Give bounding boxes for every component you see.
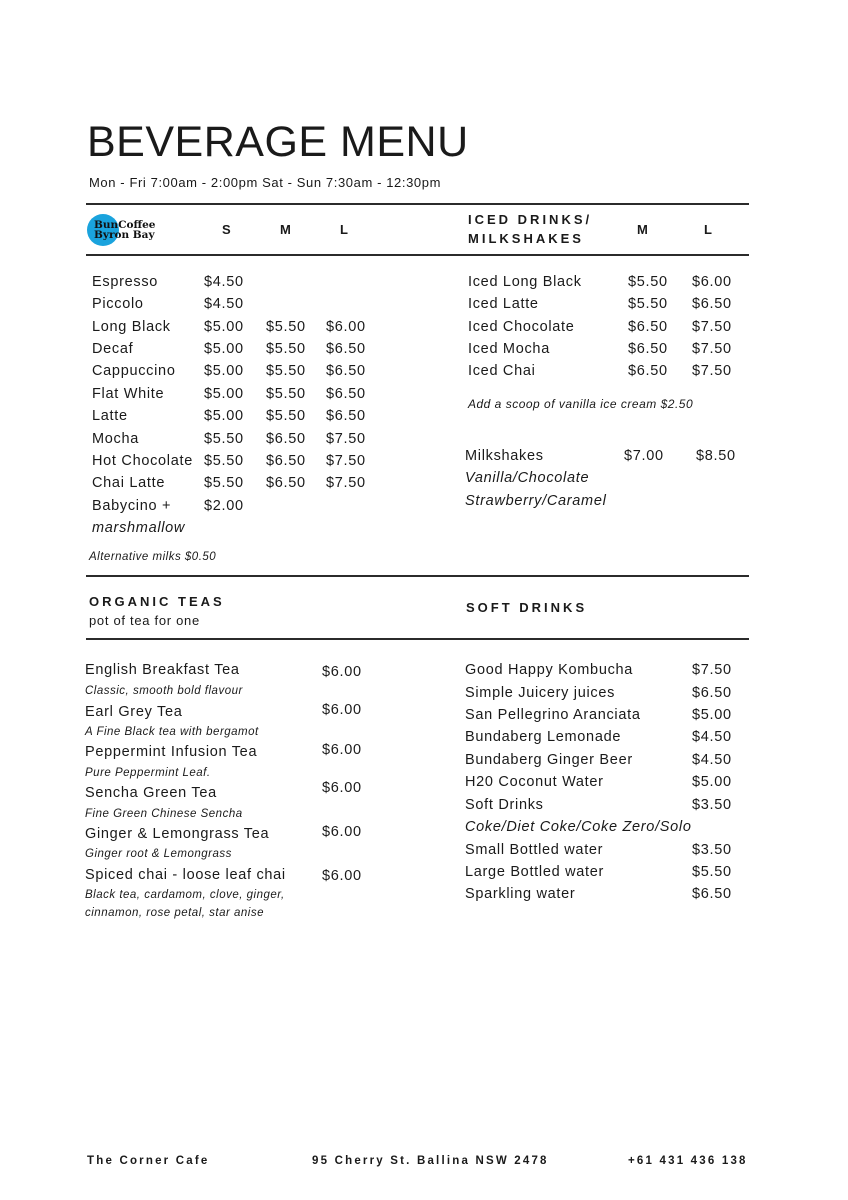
coffee-price-l: $7.50 (326, 453, 366, 469)
soft-drink-price: $5.00 (692, 707, 732, 723)
coffee-price-m: $6.50 (266, 453, 306, 469)
tea-price: $6.00 (322, 824, 362, 840)
coffee-name: Babycino + (92, 498, 172, 514)
col-head-s: S (222, 222, 232, 237)
coffee-name: Espresso (92, 274, 159, 290)
coffee-price-m: $5.50 (266, 386, 306, 402)
tea-desc: Ginger root & Lemongrass (85, 848, 232, 860)
iced-col-head-m: M (637, 222, 649, 237)
coffee-name: Cappuccino (92, 363, 176, 379)
tea-name: English Breakfast Tea (85, 662, 240, 678)
iced-name: Iced Latte (468, 296, 539, 312)
col-head-l: L (340, 222, 349, 237)
soft-drinks-note: Coke/Diet Coke/Coke Zero/Solo (465, 819, 692, 835)
coffee-price-m: $6.50 (266, 475, 306, 491)
tea-price: $6.00 (322, 742, 362, 758)
water-name: Large Bottled water (465, 864, 605, 880)
soft-drink-price: $6.50 (692, 685, 732, 701)
coffee-price-m: $5.50 (266, 408, 306, 424)
coffee-price-m: $5.50 (266, 363, 306, 379)
babycino-extra: marshmallow (92, 520, 186, 536)
soft-drink-price: $3.50 (692, 797, 732, 813)
coffee-price-l: $6.00 (326, 319, 366, 335)
coffee-name: Chai Latte (92, 475, 166, 491)
footer-cafe-name: The Corner Cafe (87, 1155, 210, 1167)
iced-price-m: $5.50 (628, 274, 668, 290)
ice-cream-note: Add a scoop of vanilla ice cream $2.50 (468, 397, 694, 411)
soft-drink-name: Simple Juicery juices (465, 685, 616, 701)
milkshake-flavours-2: Strawberry/Caramel (465, 493, 607, 509)
coffee-price-l: $7.50 (326, 475, 366, 491)
soft-drink-name: Soft Drinks (465, 797, 544, 813)
logo (94, 220, 155, 240)
milkshake-price-l: $8.50 (696, 448, 736, 464)
coffee-price-l: $6.50 (326, 386, 366, 402)
divider (86, 203, 749, 205)
coffee-price-s: $5.50 (204, 453, 244, 469)
tea-name: Ginger & Lemongrass Tea (85, 826, 270, 842)
iced-col-head-l: L (704, 222, 713, 237)
iced-price-l: $7.50 (692, 341, 732, 357)
coffee-name: Flat White (92, 386, 165, 402)
milkshake-price-m: $7.00 (624, 448, 664, 464)
iced-price-l: $6.00 (692, 274, 732, 290)
iced-heading-line-2: MILKSHAKES (468, 231, 584, 246)
tea-price: $6.00 (322, 664, 362, 680)
iced-price-m: $6.50 (628, 363, 668, 379)
tea-name: Sencha Green Tea (85, 785, 217, 801)
coffee-name: Hot Chocolate (92, 453, 193, 469)
page-title: BEVERAGE MENU (87, 118, 469, 166)
iced-price-l: $7.50 (692, 363, 732, 379)
coffee-price-s: $5.50 (204, 475, 244, 491)
divider (86, 575, 749, 577)
tea-desc: Black tea, cardamom, clove, ginger, (85, 889, 285, 901)
tea-price: $6.00 (322, 780, 362, 796)
coffee-price-m: $5.50 (266, 341, 306, 357)
iced-price-l: $6.50 (692, 296, 732, 312)
coffee-price-s: $5.00 (204, 341, 244, 357)
coffee-name: Mocha (92, 431, 140, 447)
logo-line-2: Byron Bay (94, 229, 155, 241)
coffee-price-s: $2.00 (204, 498, 244, 514)
coffee-price-s: $5.50 (204, 431, 244, 447)
water-price: $5.50 (692, 864, 732, 880)
iced-price-m: $5.50 (628, 296, 668, 312)
coffee-price-l: $7.50 (326, 431, 366, 447)
iced-price-m: $6.50 (628, 319, 668, 335)
iced-price-l: $7.50 (692, 319, 732, 335)
water-price: $3.50 (692, 842, 732, 858)
coffee-name: Latte (92, 408, 128, 424)
coffee-price-l: $6.50 (326, 408, 366, 424)
milkshake-name: Milkshakes (465, 448, 544, 464)
tea-desc-2: cinnamon, rose petal, star anise (85, 907, 265, 919)
teas-subheading: pot of tea for one (89, 613, 200, 628)
iced-name: Iced Chocolate (468, 319, 575, 335)
iced-price-m: $6.50 (628, 341, 668, 357)
opening-hours: Mon - Fri 7:00am - 2:00pm Sat - Sun 7:30am - 12:30pm (89, 175, 442, 190)
tea-desc: A Fine Black tea with bergamot (85, 726, 259, 738)
iced-name: Iced Mocha (468, 341, 550, 357)
iced-name: Iced Chai (468, 363, 536, 379)
col-head-m: M (280, 222, 292, 237)
coffee-price-s: $5.00 (204, 363, 244, 379)
divider (86, 254, 749, 256)
water-name: Sparkling water (465, 886, 576, 902)
logo-line-1: BunCoffee (94, 219, 156, 231)
soft-drink-name: San Pellegrino Aranciata (465, 707, 641, 723)
divider (86, 638, 749, 640)
coffee-price-l: $6.50 (326, 341, 366, 357)
coffee-price-m: $6.50 (266, 431, 306, 447)
coffee-price-l: $6.50 (326, 363, 366, 379)
coffee-price-m: $5.50 (266, 319, 306, 335)
coffee-name: Piccolo (92, 296, 144, 312)
alternative-milks-note: Alternative milks $0.50 (89, 551, 217, 563)
coffee-price-s: $4.50 (204, 296, 244, 312)
tea-name: Spiced chai - loose leaf chai (85, 867, 286, 883)
coffee-name: Decaf (92, 341, 134, 357)
soft-drink-name: Good Happy Kombucha (465, 662, 634, 678)
coffee-price-s: $5.00 (204, 408, 244, 424)
footer-address: 95 Cherry St. Ballina NSW 2478 (312, 1155, 549, 1167)
soft-drink-price: $4.50 (692, 729, 732, 745)
tea-desc: Fine Green Chinese Sencha (85, 808, 243, 820)
soft-drink-name: H20 Coconut Water (465, 774, 604, 790)
footer-phone: +61 431 436 138 (628, 1155, 748, 1167)
iced-name: Iced Long Black (468, 274, 582, 290)
coffee-price-s: $4.50 (204, 274, 244, 290)
soft-drink-name: Bundaberg Lemonade (465, 729, 622, 745)
tea-desc: Pure Peppermint Leaf. (85, 767, 211, 779)
soft-drink-name: Bundaberg Ginger Beer (465, 752, 633, 768)
tea-price: $6.00 (322, 868, 362, 884)
teas-heading: ORGANIC TEAS (89, 594, 225, 609)
coffee-price-s: $5.00 (204, 319, 244, 335)
soft-drink-price: $7.50 (692, 662, 732, 678)
soft-drink-price: $4.50 (692, 752, 732, 768)
soft-drink-price: $5.00 (692, 774, 732, 790)
tea-name: Peppermint Infusion Tea (85, 744, 258, 760)
tea-price: $6.00 (322, 702, 362, 718)
water-price: $6.50 (692, 886, 732, 902)
tea-desc: Classic, smooth bold flavour (85, 685, 243, 697)
soft-drinks-heading: SOFT DRINKS (466, 600, 588, 615)
tea-name: Earl Grey Tea (85, 704, 183, 720)
water-name: Small Bottled water (465, 842, 604, 858)
coffee-price-s: $5.00 (204, 386, 244, 402)
coffee-name: Long Black (92, 319, 171, 335)
iced-heading-line-1: ICED DRINKS/ (468, 212, 593, 227)
milkshake-flavours-1: Vanilla/Chocolate (465, 470, 590, 486)
